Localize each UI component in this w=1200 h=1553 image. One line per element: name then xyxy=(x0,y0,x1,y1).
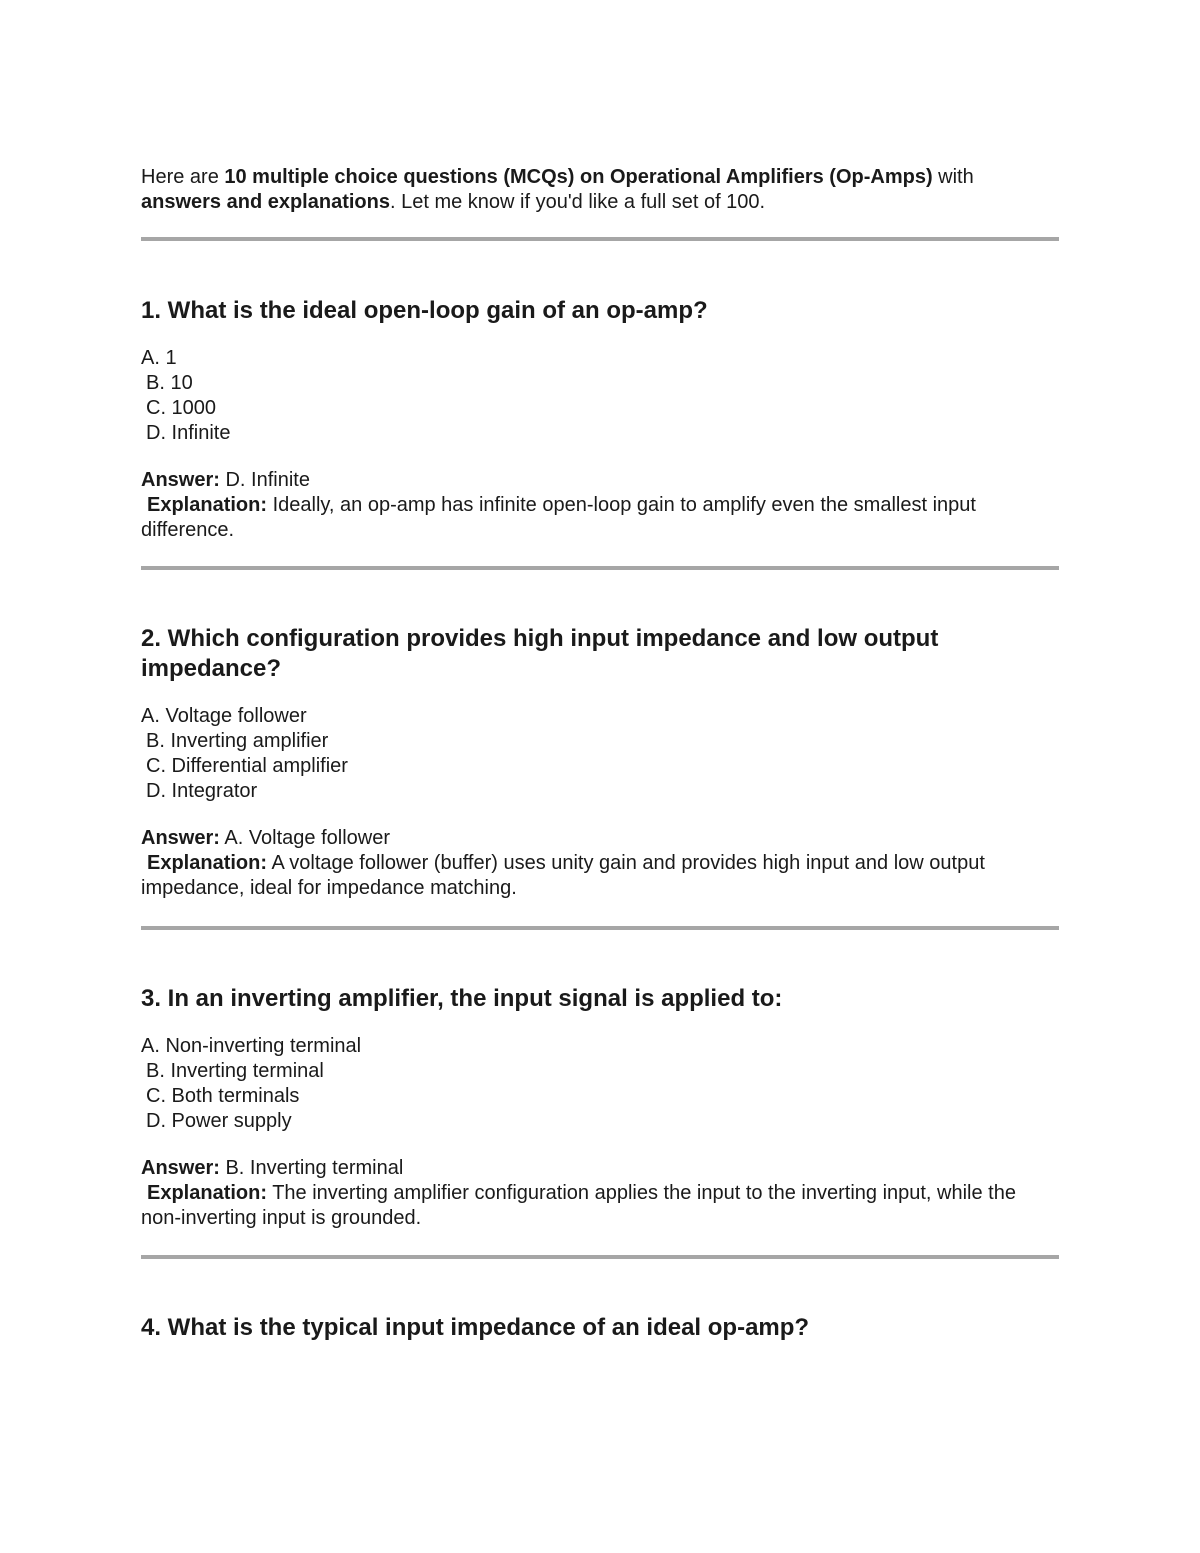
explanation-text: A voltage follower (buffer) uses unity gain and provides high input and low output impedance, ideal for impedance matching. xyxy=(141,852,985,899)
answer-block xyxy=(141,826,1059,901)
answer-block xyxy=(141,1156,1059,1231)
option-d: D. Power supply xyxy=(146,1110,292,1132)
option-a: A. 1 xyxy=(141,347,177,369)
option-b: B. Inverting terminal xyxy=(146,1060,324,1082)
question-title: 1. What is the ideal open-loop gain of an op-amp? xyxy=(141,297,708,324)
question-title: 2. Which configuration provides high input impedance and low output impedance? xyxy=(141,625,939,682)
explanation xyxy=(141,493,1059,543)
answer-value: B. Inverting terminal xyxy=(219,1157,404,1179)
question-title: 4. What is the typical input impedance of an ideal op-amp? xyxy=(141,1314,810,1341)
horizontal-rule xyxy=(141,926,1059,930)
option-c: C. 1000 xyxy=(146,397,217,419)
answer-label: Answer: xyxy=(141,827,220,849)
answer-value: D. Infinite xyxy=(219,469,310,491)
options-list xyxy=(141,1034,1059,1134)
option-c: C. Differential amplifier xyxy=(146,755,348,777)
option-a: A. Non-inverting terminal xyxy=(141,1035,362,1057)
option-b: B. Inverting amplifier xyxy=(146,730,329,752)
option-a: A. Voltage follower xyxy=(141,705,307,727)
answer-value: A. Voltage follower xyxy=(219,827,391,849)
answer-label: Answer: xyxy=(141,469,220,491)
intro-text: . Let me know if you'd like a full set of 100. xyxy=(389,191,766,213)
explanation-label: Explanation: xyxy=(147,852,268,874)
question-1 xyxy=(141,296,1059,543)
intro-text: Here are xyxy=(141,166,225,188)
intro-paragraph xyxy=(141,165,1059,215)
answer-line xyxy=(141,1156,1059,1181)
question-4 xyxy=(141,1313,1059,1343)
option-d: D. Infinite xyxy=(146,422,231,444)
question-title: 3. In an inverting amplifier, the input signal is applied to: xyxy=(141,985,783,1012)
explanation-text: The inverting amplifier configuration applies the input to the inverting input, while the non-inverting input is grounded. xyxy=(141,1182,1016,1229)
answer-line xyxy=(141,826,1059,851)
question-2 xyxy=(141,624,1059,901)
horizontal-rule xyxy=(141,1255,1059,1259)
horizontal-rule xyxy=(141,237,1059,241)
question-3 xyxy=(141,984,1059,1231)
explanation-label: Explanation: xyxy=(147,1182,268,1204)
answer-label: Answer: xyxy=(141,1157,220,1179)
option-c: C. Both terminals xyxy=(146,1085,300,1107)
answer-block xyxy=(141,468,1059,543)
intro-bold-topic: 10 multiple choice questions (MCQs) on Operational Amplifiers (Op-Amps) xyxy=(224,166,933,188)
answer-line xyxy=(141,468,1059,493)
explanation-text: Ideally, an op-amp has infinite open-loop gain to amplify even the smallest input difference. xyxy=(141,494,976,541)
explanation-label: Explanation: xyxy=(147,494,268,516)
explanation xyxy=(141,1181,1059,1231)
option-d: D. Integrator xyxy=(146,780,258,802)
options-list xyxy=(141,346,1059,446)
options-list xyxy=(141,704,1059,804)
option-b: B. 10 xyxy=(146,372,193,394)
intro-text: with xyxy=(932,166,974,188)
horizontal-rule xyxy=(141,566,1059,570)
intro-bold-answers: answers and explanations xyxy=(141,191,390,213)
explanation xyxy=(141,851,1059,901)
